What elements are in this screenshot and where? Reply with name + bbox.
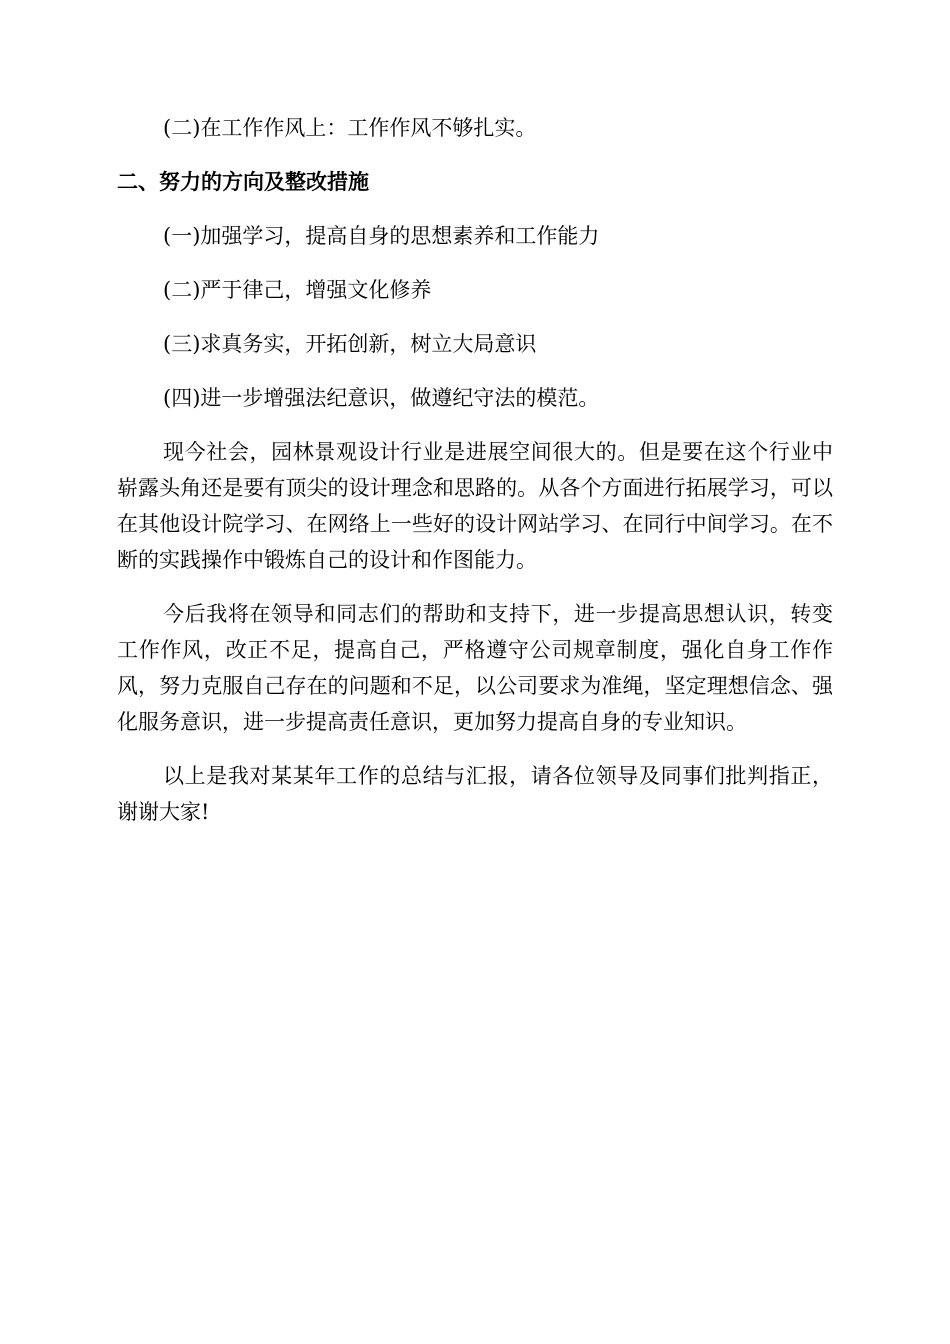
measure-item-4: (四)进一步增强法纪意识，做遵纪守法的模范。: [163, 386, 600, 410]
spacer: [117, 362, 833, 380]
measure-item-2: (二)严于律己，增强文化修养: [163, 278, 432, 302]
spacer: [117, 416, 833, 434]
spacer: [117, 254, 833, 272]
spacer: [117, 200, 833, 218]
measure-item-3: (三)求真务实，开拓创新，树立大局意识: [163, 332, 537, 356]
spacer: [117, 740, 833, 758]
spacer: [117, 578, 833, 596]
spacer: [117, 146, 833, 164]
item-work-style: (二)在工作作风上：工作作风不够扎实。: [163, 116, 537, 140]
spacer: [117, 308, 833, 326]
section-heading-2: 二、努力的方向及整改措施: [117, 170, 369, 194]
paragraph-closing: 以上是我对某某年工作的总结与汇报，请各位领导及同事们批判指正，谢谢大家!: [117, 764, 833, 824]
measure-item-1: (一)加强学习，提高自身的思想素养和工作能力: [163, 224, 600, 248]
paragraph-industry: 现今社会，园林景观设计行业是进展空间很大的。但是要在这个行业中崭露头角还是要有顶尖的设计理念和思路的。从各个方面进行拓展学习，可以在其他设计院学习、在网络上一些好的设计网站学习、在同行中间学习。在不断的实践操作中锻炼自己的设计和作图能力。: [117, 440, 833, 572]
paragraph-future-plan: 今后我将在领导和同志们的帮助和支持下，进一步提高思想认识，转变工作作风，改正不足，提高自己，严格遵守公司规章制度，强化自身工作作风，努力克服自己存在的问题和不足，以公司要求为准绳，坚定理想信念、强化服务意识，进一步提高责任意识，更加努力提高自身的专业知识。: [117, 602, 833, 734]
document-body: [117, 110, 833, 830]
